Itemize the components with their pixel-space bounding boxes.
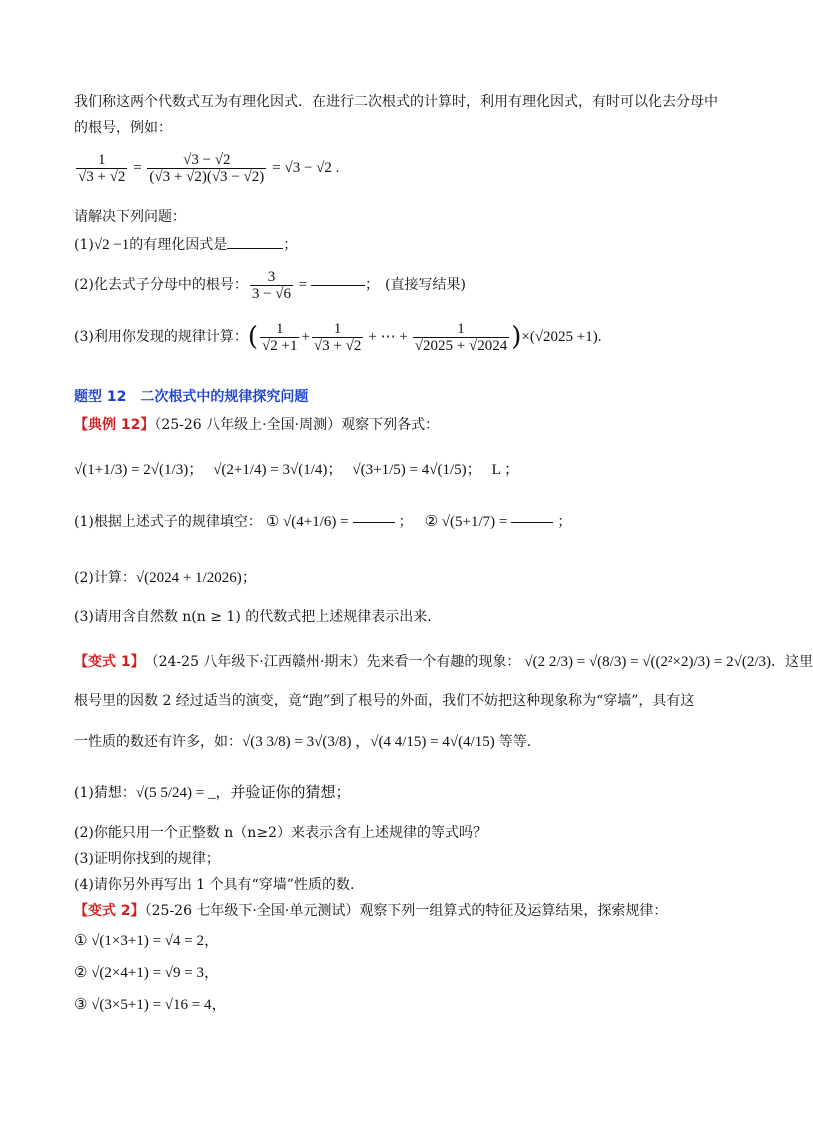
answer-blank[interactable]	[353, 522, 395, 523]
variant-2-header: 【变式 2】（25-26 七年级下·全国·单元测试）观察下列一组算式的特征及运算结果，探索规律：	[74, 903, 668, 919]
q2-fraction: $\frac{3}{3 - √6}$	[251, 268, 292, 302]
section-title: 题型 12 二次根式中的规律探究问题	[74, 389, 309, 405]
q3-term-2: $\frac{1}{√3 + √2}$	[313, 320, 362, 354]
example-12-header: 【典例 12】（25-26 八年级上·全国·周测）观察下列各式：	[74, 417, 440, 433]
variant-1-line-2: 根号里的因数 2 经过适当的演变，竟“跑”到了根号的外面，我们不妨把这种现象称为“穿墙”，具有这	[74, 693, 695, 709]
q3-term-1: $\frac{1}{√2 +1}$	[262, 320, 298, 354]
example-12-formulas: √(1+1/3) = 2√(1/3)； √(2+1/4) = 3√(1/4)； √(3+1/5) = 4√(1/5)； L ；	[74, 462, 519, 478]
variant-2-item-3: ③ √(3×5+1) = √16 = 4，	[74, 997, 227, 1013]
example-result: = √3 − √2 .	[272, 160, 340, 176]
example-fraction-1: $\frac{1}{√3 + √2}$	[78, 151, 126, 185]
answer-blank[interactable]	[311, 285, 365, 286]
example-12-q3: (3)请用含自然数 n(n ≥ 1) 的代数式把上述规律表示出来.	[74, 609, 432, 625]
example-12-q2: (2)计算： √(2024 + 1/2026)；	[74, 570, 257, 586]
question-3: (3)利用你发现的规律计算： ( $\frac{1}{√2 +1}$ + $\frac{1}{√3 + √2}$ + ⋯ + $\frac{1}{√2025 + √2024}$ ) ×(√2025 +1).	[74, 320, 602, 354]
variant-2-item-1: ① √(1×3+1) = √4 = 2，	[74, 933, 219, 949]
variant-1-q1: (1)猜想： √(5 5/24) = _，并验证你的猜想；	[74, 785, 351, 801]
example-12-q1: (1)根据上述式子的规律填空： ① √(4+1/6) = ； ② √(5+1/7) = ；	[74, 514, 572, 530]
variant-1-line-3: 一性质的数还有许多，如： √(3 3/8) = 3√(3/8) ，√(4 4/15) = 4√(4/15) 等等.	[74, 734, 532, 750]
answer-blank[interactable]	[227, 248, 283, 249]
rationalize-example: $\frac{1}{√3 + √2}$ = $\frac{√3 - √2}{(√3 + √2)(√3 - √2)}$ = √3 − √2 .	[78, 151, 340, 185]
variant-2-item-2: ② √(2×4+1) = √9 = 3，	[74, 965, 219, 981]
question-1: (1)√2 −1的有理化因式是 ；	[74, 237, 298, 253]
intro-line-1: 我们称这两个代数式互为有理化因式．在进行二次根式的计算时，利用有理化因式，有时可以化去分母中	[74, 94, 718, 110]
variant-1-q2: (2)你能只用一个正整数 n（n≥2）来表示含有上述规律的等式吗？	[74, 825, 487, 841]
variant-1-q3: (3)证明你找到的规律；	[74, 851, 220, 867]
example-fraction-2: $\frac{√3 - √2}{(√3 + √2)(√3 - √2)}$	[149, 151, 265, 185]
q3-term-3: $\frac{1}{√2025 + √2024}$	[414, 320, 508, 354]
problem-intro: 请解决下列问题：	[74, 209, 186, 225]
question-2: (2)化去式子分母中的根号： $\frac{3}{3 - √6}$ = ； ( 直接写结果 )	[74, 268, 466, 302]
variant-1-q4: (4)请你另外再写出 1 个具有“穿墙”性质的数.	[74, 877, 355, 893]
answer-blank[interactable]	[511, 522, 553, 523]
intro-line-2: 的根号，例如：	[74, 120, 172, 136]
variant-1-header: 【变式 1】 （24-25 八年级下·江西赣州·期末）先来看一个有趣的现象： √(2 2/3) = √(8/3) = √((2²×2)/3) = 2√(2/3) ．这里	[74, 654, 813, 670]
